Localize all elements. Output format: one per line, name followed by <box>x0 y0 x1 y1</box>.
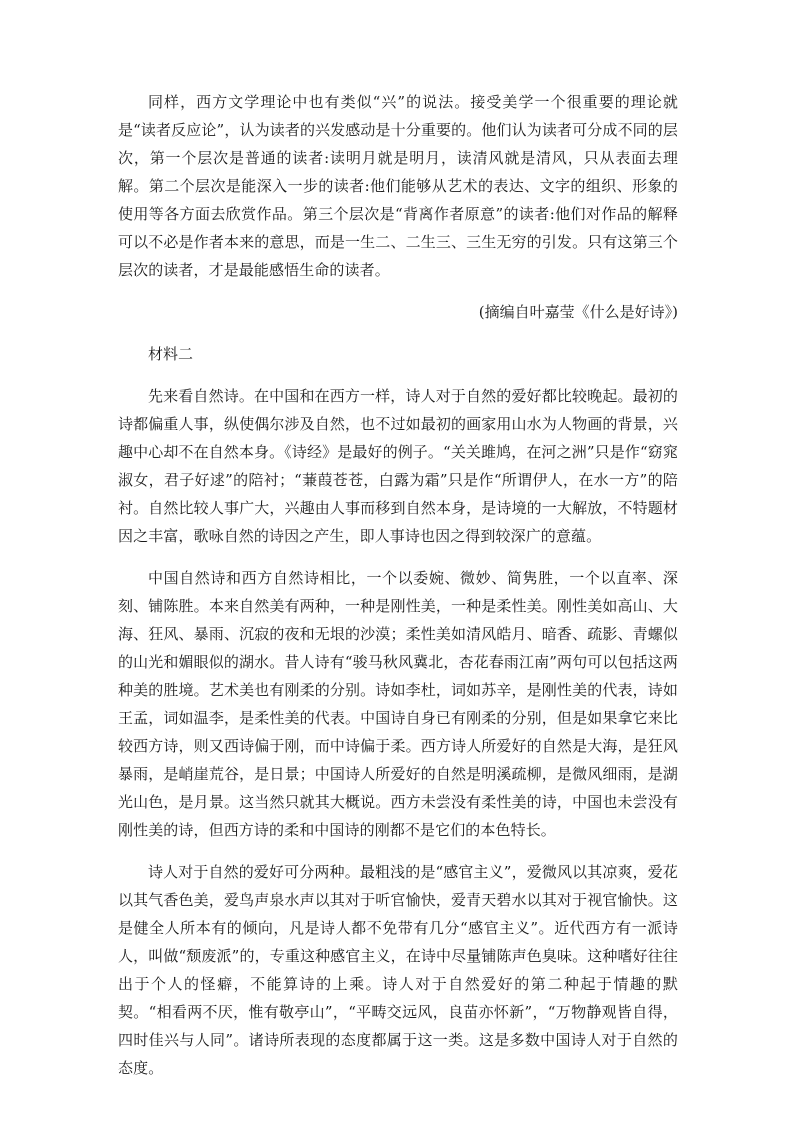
paragraph-reader-theory: 同样，西方文学理论中也有类似“兴”的说法。接受美学一个很重要的理论就是“读者反应论”，认为读者的兴发感动是十分重要的。他们认为读者可分成不同的层次，第一个层次是普通的读者:读明月就是明月，读清风就是清风，只从表面去理解。第二个层次是能深入一步的读者:他们能够从艺术的表达、文字的组织、形象的使用等各方面去欣赏作品。第三个层次是“背离作者原意”的读者:他们对作品的解释可以不必是作者本来的意思，而是一生二、二生三、三生无穷的引发。只有这第三个层次的读者，才是最能感悟生命的读者。 <box>118 93 678 279</box>
paragraph-chinese-western-comparison: 中国自然诗和西方自然诗相比，一个以委婉、微妙、简隽胜，一个以直率、深刻、铺陈胜。本来自然美有两种，一种是刚性美，一种是柔性美。刚性美如高山、大海、狂风、暴雨、沉寂的夜和无垠的沙漠；柔性美如清风皓月、暗香、疏影、青螺似的山光和媚眼似的湖水。昔人诗有“骏马秋风冀北，杏花春雨江南”两句可以包括这两种美的胜境。艺术美也有刚柔的分别。诗如李杜，词如苏辛，是刚性美的代表，诗如王孟，词如温李，是柔性美的代表。中国诗自身已有刚柔的分别，但是如果拿它来比较西方诗，则又西诗偏于刚，而中诗偏于柔。西方诗人所爱好的自然是大海，是狂风暴雨，是峭崖荒谷，是日景；中国诗人所爱好的自然是明溪疏柳，是微风细雨，是湖光山色，是月景。这当然只就其大概说。西方未尝没有柔性美的诗，中国也未尝没有刚性美的诗，但西方诗的柔和中国诗的刚都不是它们的本色特长。 <box>118 569 678 839</box>
document-body <box>118 88 678 1082</box>
source-citation: (摘编自叶嘉莹《什么是好诗》) <box>478 303 678 321</box>
paragraph-love-of-nature: 诗人对于自然的爱好可分两种。最粗浅的是“感官主义”，爱微风以其凉爽，爱花以其气香色美，爱鸟声泉水声以其对于听官愉快，爱青天碧水以其对于视官愉快。这是健全人所本有的倾向，凡是诗人都不免带有几分“感官主义”。近代西方有一派诗人，叫做“颓废派”的，专重这种感官主义，在诗中尽量铺陈声色臭味。这种嗜好往往出于个人的怪癖，不能算诗的上乘。诗人对于自然爱好的第二种起于情趣的默契。“相看两不厌，惟有敬亭山”，“平畴交远风，良苗亦怀新”，“万物静观皆自得，四时佳兴与人同”。诸诗所表现的态度都属于这一类。这是多数中国诗人对于自然的态度。 <box>118 863 678 1077</box>
paragraph-nature-poetry-origin: 先来看自然诗。在中国和在西方一样，诗人对于自然的爱好都比较晚起。最初的诗都偏重人事，纵使偶尔涉及自然，也不过如最初的画家用山水为人物画的背景，兴趣中心却不在自然本身。《诗经》是最好的例子。“关关雎鸠，在河之洲”只是作“窈窕淑女，君子好逑”的陪衬；“蒹葭苍苍，白露为霜”只是作“所谓伊人，在水一方”的陪衬。自然比较人事广大，兴趣由人事而移到自然本身，是诗境的一大解放，不特题材因之丰富，歌咏自然的诗因之产生，即人事诗也因之得到较深广的意蕴。 <box>118 387 678 545</box>
section-heading-material-two: 材料二 <box>148 345 194 363</box>
